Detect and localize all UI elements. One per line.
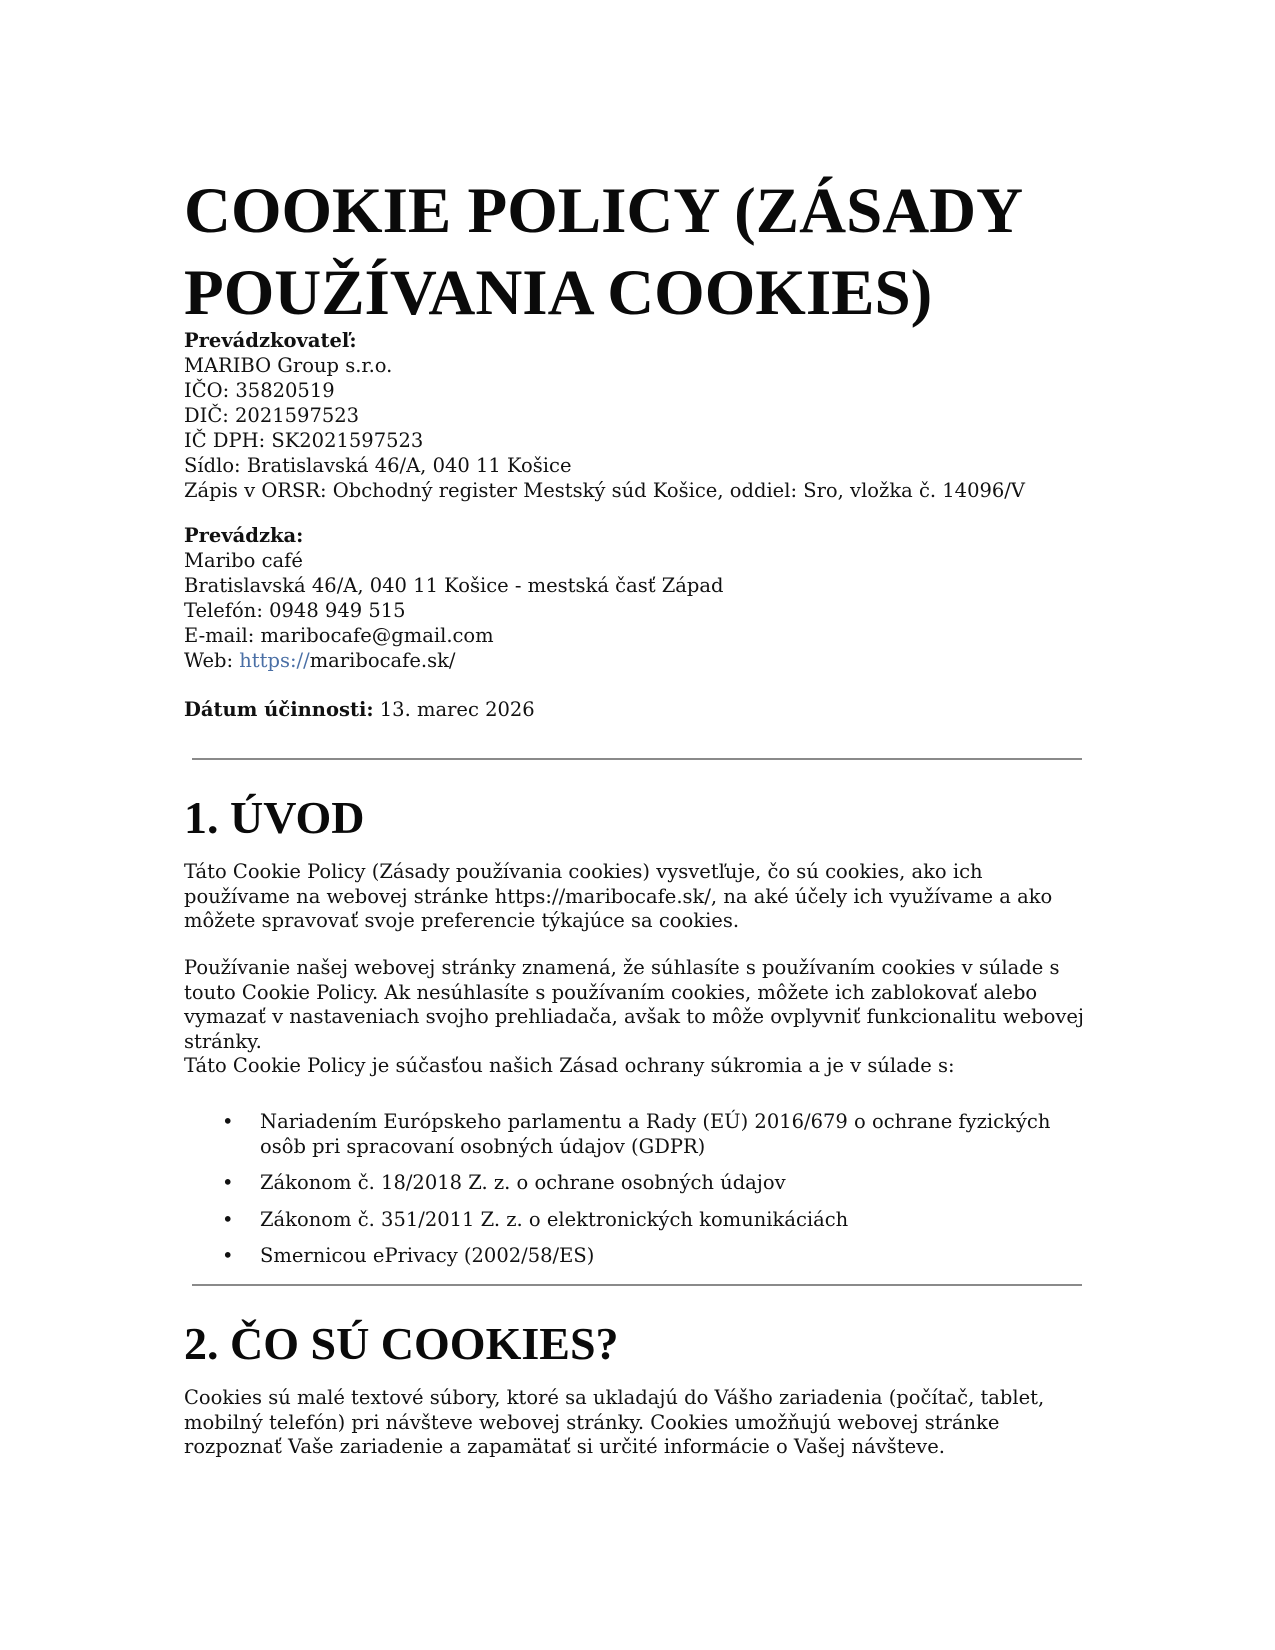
- establishment-name: Maribo café: [184, 549, 303, 572]
- operator-seat: Sídlo: Bratislavská 46/A, 040 11 Košice: [184, 454, 572, 477]
- list-item: [184, 1171, 1094, 1196]
- regulations-list: [184, 1110, 1094, 1281]
- establishment-phone: Telefón: 0948 949 515: [184, 599, 406, 622]
- establishment-block: [184, 523, 724, 673]
- list-item-text: Smernicou ePrivacy (2002/58/ES): [260, 1244, 595, 1267]
- section-1-paragraph-1: Táto Cookie Policy (Zásady používania cookies) vysvetľuje, čo sú cookies, ako ich používame na webovej stránke https://maribocafe.sk/, na aké účely ich využívame a ako môžete spravovať svoje preferencie týkajúce sa cookies.: [184, 860, 1053, 932]
- bullet-icon: •: [222, 1244, 234, 1267]
- title-line-2: POUŽÍVANIA COOKIES): [184, 257, 933, 329]
- establishment-web: [184, 648, 724, 673]
- operator-block: [184, 328, 1025, 503]
- section-1-paragraph-2: Používanie našej webovej stránky znamená, že súhlasíte s používaním cookies v súlade s touto Cookie Policy. Ak nesúhlasíte s používaním cookies, môžete ich zablokovať alebo vymazať v nastaveniach svojho prehliadača, avšak to môže ovplyvniť funkcionalitu webovej stránky.: [184, 956, 1084, 1053]
- establishment-label: Prevádzka:: [184, 524, 304, 547]
- list-item: [184, 1208, 1094, 1233]
- section-1-heading: 1. ÚVOD: [184, 792, 365, 843]
- bullet-icon: •: [222, 1207, 234, 1231]
- section-1-paragraph-3: Táto Cookie Policy je súčasťou našich Zásad ochrany súkromia a je v súlade s:: [184, 1054, 955, 1077]
- bullet-icon: •: [222, 1171, 234, 1194]
- web-label: Web:: [184, 649, 240, 672]
- operator-dic: DIČ: 2021597523: [184, 404, 360, 427]
- operator-icdph: IČ DPH: SK2021597523: [184, 429, 424, 452]
- section-2-paragraph-1: Cookies sú malé textové súbory, ktoré sa ukladajú do Vášho zariadenia (počítač, tablet, mobilný telefón) pri návšteve webovej stránky. Cookies umožňujú webovej stránke rozpoznať Vaše zariadenie a zapamätať si určité informácie o Vašej návšteve.: [184, 1386, 1045, 1458]
- establishment-email: E-mail: maribocafe@gmail.com: [184, 624, 494, 647]
- web-link-domain[interactable]: maribocafe.sk/: [309, 649, 456, 672]
- web-link-scheme[interactable]: https://: [239, 649, 310, 672]
- title-line-1: COOKIE POLICY (ZÁSADY: [184, 175, 1024, 247]
- section-2-heading: 2. ČO SÚ COOKIES?: [184, 1318, 619, 1369]
- list-item-text: Nariadením Európskeho parlamentu a Rady (EÚ) 2016/679 o ochrane fyzických osôb pri spracovaní osobných údajov (GDPR): [260, 1110, 1051, 1158]
- effective-date: [184, 697, 535, 722]
- effective-date-label: Dátum účinnosti:: [184, 698, 374, 721]
- bullet-icon: •: [222, 1110, 234, 1133]
- section-divider: [192, 1284, 1082, 1286]
- list-item: [184, 1110, 1094, 1159]
- operator-registry: Zápis v ORSR: Obchodný register Mestský súd Košice, oddiel: Sro, vložka č. 14096/V: [184, 479, 1025, 502]
- document-title: [184, 170, 1084, 334]
- list-item: [184, 1244, 1094, 1269]
- effective-date-value: 13. marec 2026: [373, 698, 535, 721]
- operator-ico: IČO: 35820519: [184, 379, 335, 402]
- section-divider: [192, 758, 1082, 760]
- list-item-text: Zákonom č. 18/2018 Z. z. o ochrane osobných údajov: [260, 1171, 786, 1194]
- list-item-text: Zákonom č. 351/2011 Z. z. o elektronických komunikáciách: [260, 1207, 849, 1231]
- operator-label: Prevádzkovateľ:: [184, 329, 357, 352]
- establishment-address: Bratislavská 46/A, 040 11 Košice - mestská časť Západ: [184, 574, 724, 597]
- operator-company: MARIBO Group s.r.o.: [184, 354, 393, 377]
